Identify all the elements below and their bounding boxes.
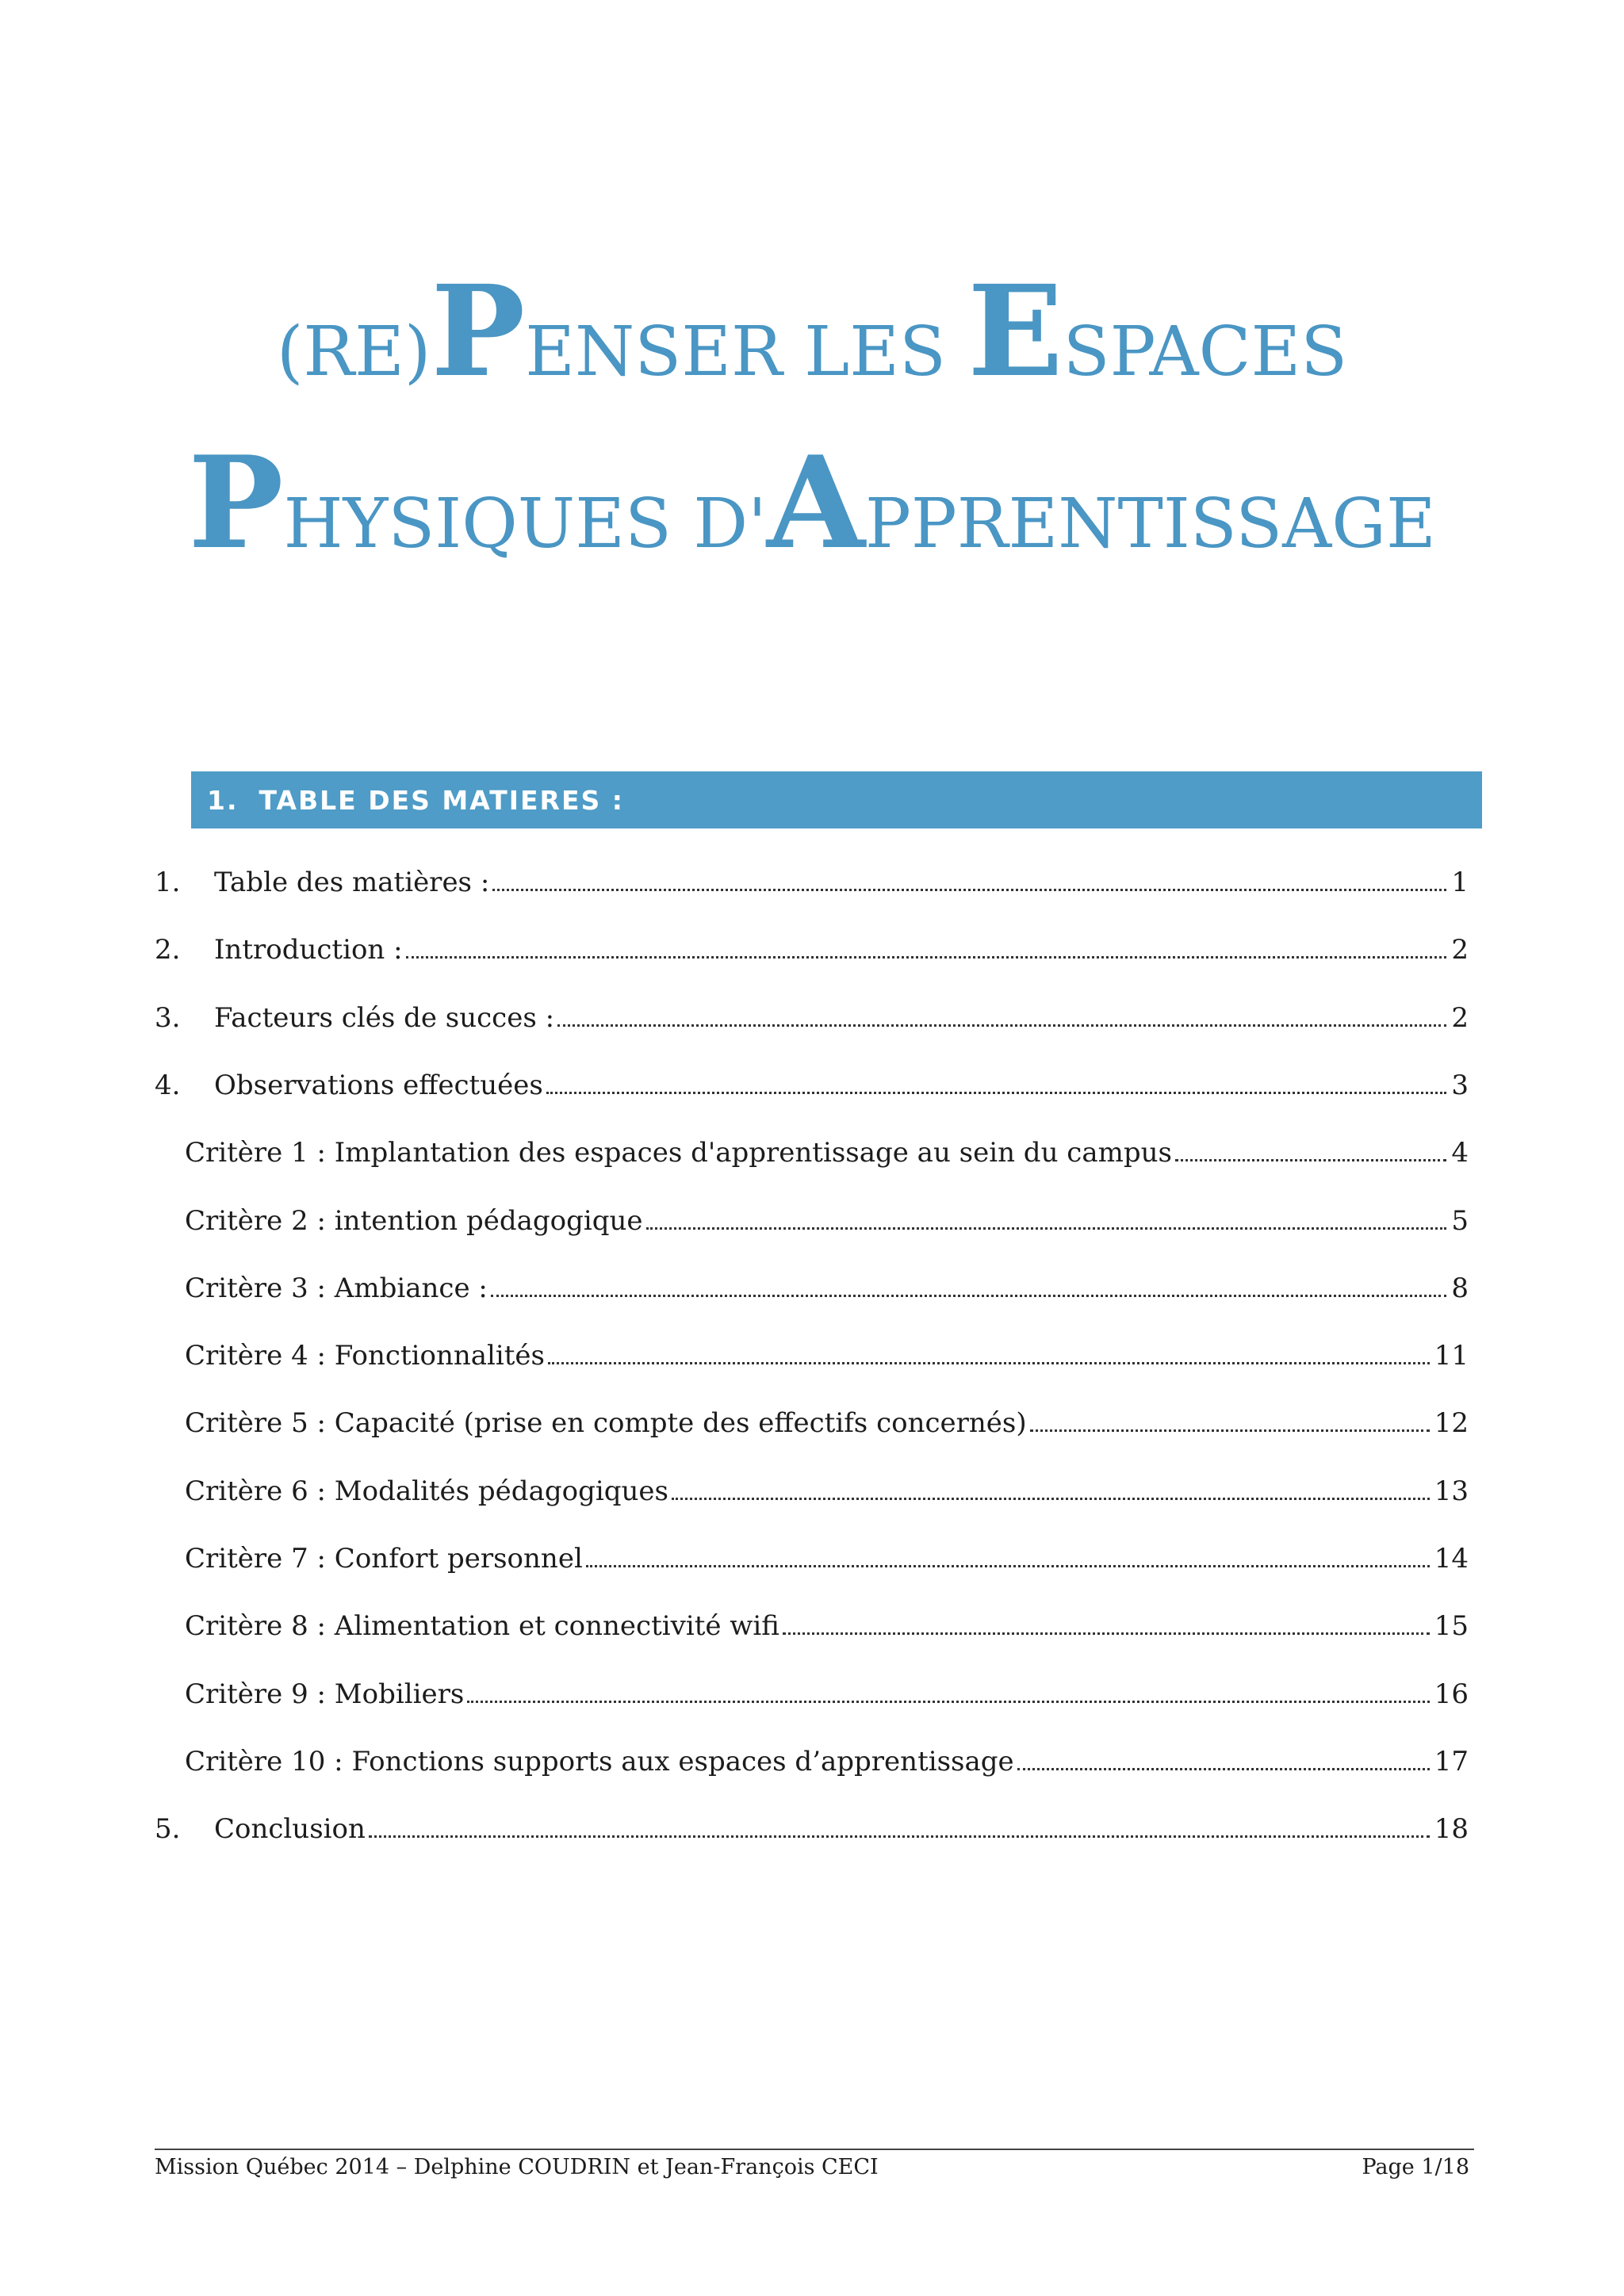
toc-entry[interactable] xyxy=(185,1527,1469,1575)
toc-entry-title: Critère 8 : Alimentation et connectivité wifi xyxy=(185,1610,779,1642)
toc-entry[interactable] xyxy=(185,1324,1469,1372)
toc-entry[interactable] xyxy=(185,1594,1469,1642)
toc-dot-leader xyxy=(586,1565,1430,1567)
toc-entry-title: Table des matières : xyxy=(214,867,490,898)
toc-entry-title: Conclusion xyxy=(214,1813,366,1845)
toc-dot-leader xyxy=(557,1024,1446,1027)
toc-entry-page: 2 xyxy=(1451,1002,1469,1034)
toc-dot-leader xyxy=(646,1227,1447,1230)
toc-dot-leader xyxy=(491,1295,1447,1297)
title-part: SPACES xyxy=(1063,312,1348,392)
title-initial-a: A xyxy=(766,428,865,577)
toc-dot-leader xyxy=(467,1701,1429,1703)
toc-entry[interactable] xyxy=(185,1189,1469,1237)
toc-entry-page: 12 xyxy=(1434,1407,1469,1439)
toc-entry-number: 2. xyxy=(155,934,181,966)
toc-entry-page: 14 xyxy=(1434,1543,1469,1575)
toc-entry-title: Facteurs clés de succes : xyxy=(214,1002,555,1034)
toc-dot-leader xyxy=(1017,1768,1430,1770)
toc-entry[interactable] xyxy=(155,1797,1469,1845)
toc-entry-title: Critère 3 : Ambiance : xyxy=(185,1272,488,1304)
document-title xyxy=(0,258,1624,577)
toc-dot-leader xyxy=(369,1835,1430,1838)
page-footer xyxy=(155,2155,1469,2179)
toc-entry-title: Introduction : xyxy=(214,934,403,966)
toc-entry-title: Critère 5 : Capacité (prise en compte des effectifs concernés) xyxy=(185,1407,1027,1439)
title-initial-p: P xyxy=(431,258,526,405)
title-line-2 xyxy=(0,428,1624,577)
toc-entry-number: 1. xyxy=(155,867,181,898)
toc-entry-page: 5 xyxy=(1451,1205,1469,1237)
footer-page-number: Page 1/18 xyxy=(1362,2155,1469,2179)
toc-heading-text: TABLE DES MATIERES : xyxy=(259,784,624,816)
toc-entry-title: Critère 2 : intention pédagogique xyxy=(185,1205,643,1237)
toc-entry-number: 4. xyxy=(155,1070,181,1101)
toc-entry[interactable] xyxy=(185,1460,1469,1507)
toc-entry-page: 15 xyxy=(1434,1610,1469,1642)
toc-entry[interactable] xyxy=(155,918,1469,966)
toc-entry-title: Critère 7 : Confort personnel xyxy=(185,1543,583,1575)
title-initial-p: P xyxy=(188,428,284,577)
toc-entry[interactable] xyxy=(155,851,1469,898)
toc-dot-leader xyxy=(672,1498,1430,1500)
toc-entry[interactable] xyxy=(185,1663,1469,1710)
toc-entry-title: Critère 1 : Implantation des espaces d'apprentissage au sein du campus xyxy=(185,1137,1172,1169)
toc-entry-page: 4 xyxy=(1451,1137,1469,1169)
title-line-1 xyxy=(0,258,1624,405)
title-part: HYSIQUES D' xyxy=(283,484,767,564)
footer-credits: Mission Québec 2014 – Delphine COUDRIN et Jean-François CECI xyxy=(155,2155,879,2179)
toc-dot-leader xyxy=(548,1362,1430,1364)
toc-entry[interactable] xyxy=(185,1121,1469,1169)
toc-entry-page: 17 xyxy=(1434,1746,1469,1777)
toc-entry-page: 8 xyxy=(1451,1272,1469,1304)
toc-heading-number: 1. xyxy=(207,784,239,816)
toc-entry-page: 2 xyxy=(1451,934,1469,966)
toc-entry-page: 13 xyxy=(1434,1475,1469,1507)
toc-entry-title: Critère 10 : Fonctions supports aux espaces d’apprentissage xyxy=(185,1746,1014,1777)
toc-entry[interactable] xyxy=(155,1054,1469,1101)
toc-dot-leader xyxy=(406,956,1447,959)
toc-entry-title: Observations effectuées xyxy=(214,1070,543,1101)
toc-dot-leader xyxy=(492,889,1446,891)
title-part: (RE) xyxy=(276,312,431,392)
toc-entry-page: 11 xyxy=(1434,1340,1469,1372)
toc-entry[interactable] xyxy=(185,1730,1469,1777)
toc-entry[interactable] xyxy=(185,1257,1469,1304)
toc-entry-number: 5. xyxy=(155,1813,181,1845)
toc-dot-leader xyxy=(1175,1159,1446,1161)
toc-dot-leader xyxy=(546,1092,1447,1094)
toc-entry-page: 18 xyxy=(1434,1813,1469,1845)
toc-entry[interactable] xyxy=(155,986,1469,1034)
toc-entry-page: 1 xyxy=(1451,867,1469,898)
toc-entry-title: Critère 4 : Fonctionnalités xyxy=(185,1340,546,1372)
toc-entry-page: 16 xyxy=(1434,1678,1469,1710)
toc-entry[interactable] xyxy=(185,1391,1469,1439)
toc-entry-title: Critère 9 : Mobiliers xyxy=(185,1678,465,1710)
toc-entry-number: 3. xyxy=(155,1002,181,1034)
title-initial-e: E xyxy=(967,258,1063,405)
toc-dot-leader xyxy=(783,1632,1430,1635)
title-part: PPRENTISSAGE xyxy=(864,484,1436,564)
footer-divider xyxy=(155,2149,1474,2150)
toc-entry-title: Critère 6 : Modalités pédagogiques xyxy=(185,1475,668,1507)
title-part: ENSER LES xyxy=(525,312,968,392)
toc-dot-leader xyxy=(1030,1429,1430,1432)
toc-heading xyxy=(191,771,1482,828)
toc-entry-page: 3 xyxy=(1451,1070,1469,1101)
